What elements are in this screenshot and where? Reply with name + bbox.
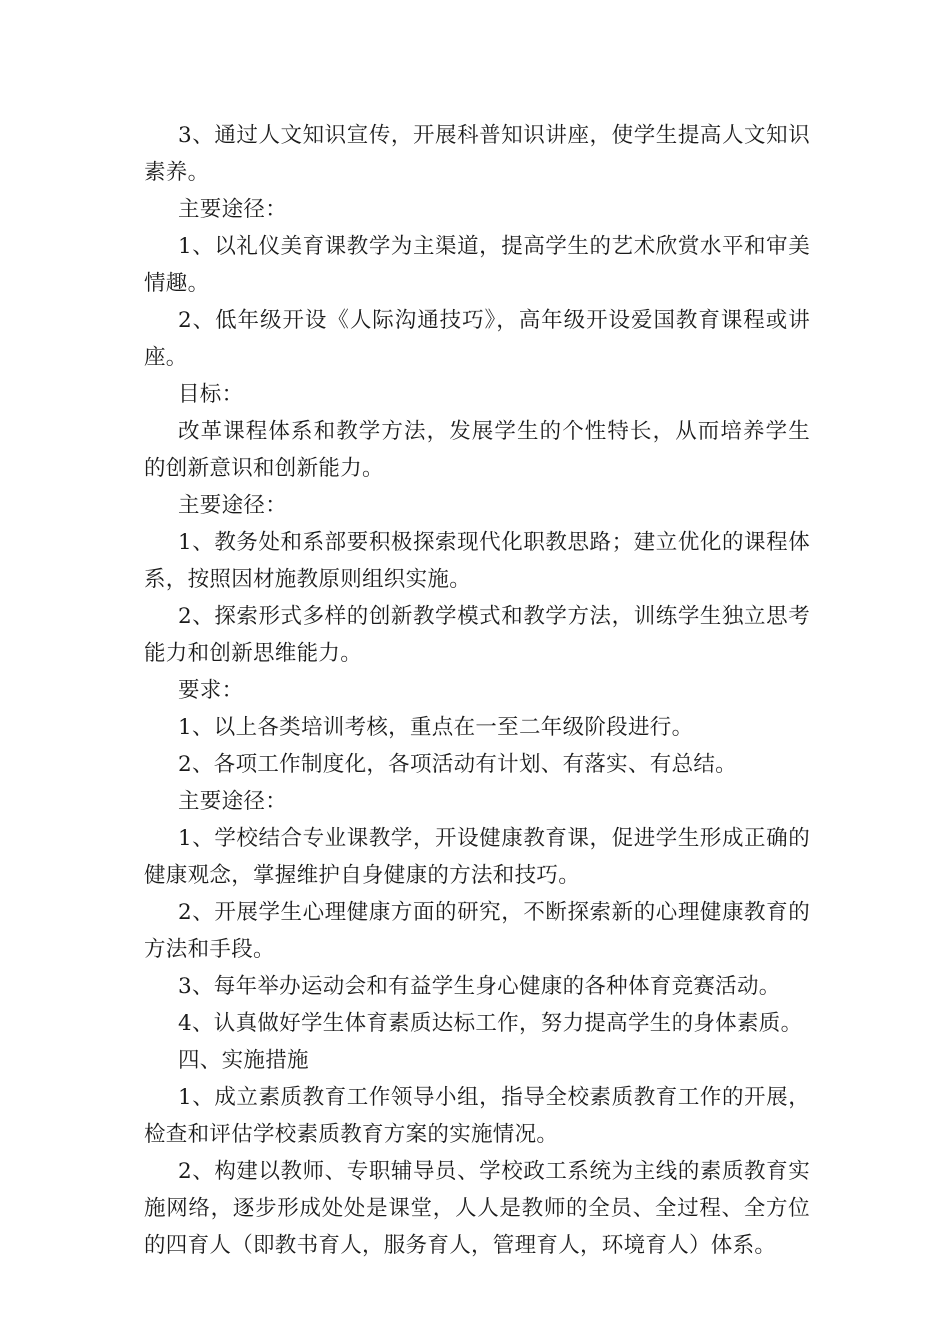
document-body <box>144 117 810 1264</box>
paragraph-9: 1、学校结合专业课教学，开设健康教育课，促进学生形成正确的健康观念，掌握维护自身健康的方法和技巧。 <box>144 826 810 888</box>
section-heading-main-approach: 主要途径： <box>178 789 288 814</box>
paragraph-4: 改革课程体系和教学方法，发展学生的个性特长，从而培养学生的创新意识和创新能力。 <box>144 419 810 481</box>
section-heading-main-approach: 主要途径： <box>178 197 288 222</box>
section-heading-main-approach: 主要途径： <box>178 493 288 518</box>
section-heading-goal: 目标： <box>178 382 244 407</box>
section-heading-measures: 四、实施措施 <box>178 1048 309 1073</box>
paragraph-1: 3、通过人文知识宣传，开展科普知识讲座，使学生提高人文知识素养。 <box>144 123 810 185</box>
paragraph-3: 2、低年级开设《人际沟通技巧》，高年级开设爱国教育课程或讲座。 <box>144 308 810 370</box>
paragraph-2: 1、以礼仪美育课教学为主渠道，提高学生的艺术欣赏水平和审美情趣。 <box>144 234 810 296</box>
paragraph-10: 2、开展学生心理健康方面的研究，不断探索新的心理健康教育的方法和手段。 <box>144 900 810 962</box>
paragraph-12: 4、认真做好学生体育素质达标工作，努力提高学生的身体素质。 <box>178 1011 803 1036</box>
paragraph-5: 1、教务处和系部要积极探索现代化职教思路；建立优化的课程体系，按照因材施教原则组织实施。 <box>144 530 810 592</box>
paragraph-6: 2、探索形式多样的创新教学模式和教学方法，训练学生独立思考能力和创新思维能力。 <box>144 604 810 666</box>
paragraph-14: 2、构建以教师、专职辅导员、学校政工系统为主线的素质教育实施网络，逐步形成处处是课堂，人人是教师的全员、全过程、全方位的四育人（即教书育人，服务育人，管理育人，环境育人）体系。 <box>144 1159 810 1258</box>
paragraph-7: 1、以上各类培训考核，重点在一至二年级阶段进行。 <box>178 715 694 740</box>
paragraph-13: 1、成立素质教育工作领导小组，指导全校素质教育工作的开展，检查和评估学校素质教育方案的实施情况。 <box>144 1085 810 1147</box>
section-heading-requirements: 要求： <box>178 678 244 703</box>
paragraph-11: 3、每年举办运动会和有益学生身心健康的各种体育竞赛活动。 <box>178 974 781 999</box>
paragraph-8: 2、各项工作制度化，各项活动有计划、有落实、有总结。 <box>178 752 737 777</box>
